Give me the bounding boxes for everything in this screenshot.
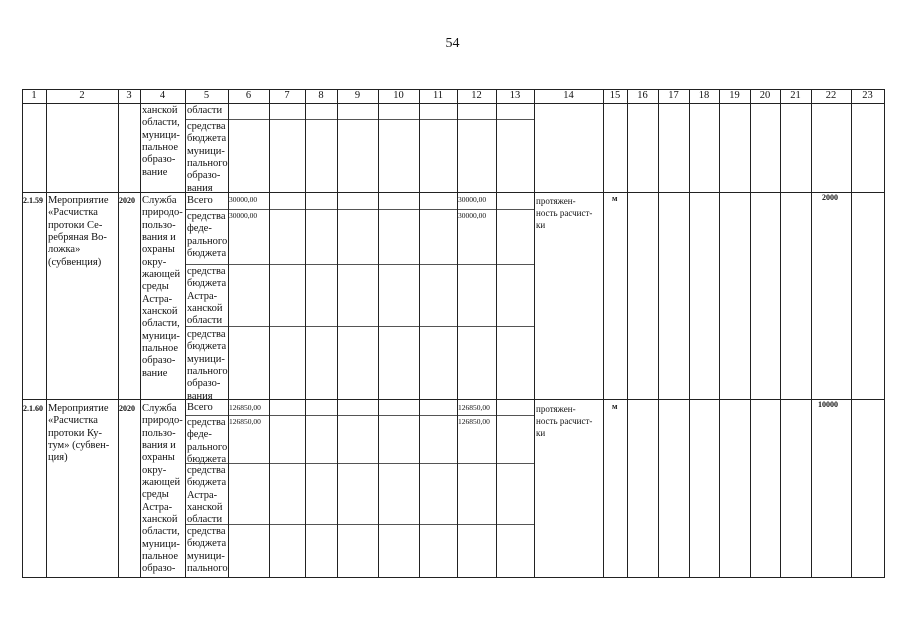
column-number: 22 xyxy=(825,90,837,101)
funding-source: средства бюджета муници- пального xyxy=(187,526,228,575)
column-number: 11 xyxy=(432,90,444,101)
column-number: 4 xyxy=(159,90,166,101)
funding-source: средства феде- рального бюджета xyxy=(187,417,228,466)
amount: 30000,00 xyxy=(458,195,487,204)
column-number: 15 xyxy=(609,90,621,101)
target-value: 2000 xyxy=(822,193,838,202)
amount: 30000,00 xyxy=(458,211,487,220)
column-number: 20 xyxy=(759,90,771,101)
year: 2020 xyxy=(119,404,135,413)
column-number: 13 xyxy=(509,90,521,101)
column-border xyxy=(750,89,751,578)
amount: 126850,00 xyxy=(458,417,490,426)
column-number: 8 xyxy=(318,90,324,101)
executor: Служба природо- пользо- вания и охраны окру- жающей среды Астра- ханской области, муници- пальное образо- xyxy=(142,403,183,575)
column-border xyxy=(118,89,119,578)
column-number: 17 xyxy=(668,90,679,101)
column-number: 2 xyxy=(79,90,85,101)
executor: Служба природо- пользо- вания и охраны окру- жающей среды Астра- ханской области, муници- пальное образо- вание xyxy=(142,195,183,379)
amount: 30000,00 xyxy=(229,211,258,220)
subrow-separator xyxy=(185,463,534,464)
column-border xyxy=(22,89,23,578)
column-border xyxy=(269,89,270,578)
column-number: 14 xyxy=(563,90,574,101)
row-id: 2.1.60 xyxy=(23,404,43,413)
subrow-separator xyxy=(185,264,534,265)
column-border xyxy=(851,89,852,578)
column-border xyxy=(534,89,535,578)
table-bottom-border xyxy=(22,577,885,578)
amount: 126850,00 xyxy=(458,403,490,412)
subrow-separator xyxy=(185,209,534,210)
row-id: 2.1.59 xyxy=(23,196,43,205)
row-separator xyxy=(22,399,885,400)
page-number: 54 xyxy=(445,36,460,51)
column-number: 19 xyxy=(729,90,740,101)
funding-source: Всего xyxy=(187,402,213,413)
unit: м xyxy=(612,194,618,203)
column-border xyxy=(337,89,338,578)
column-number: 6 xyxy=(245,90,252,101)
column-number: 1 xyxy=(31,90,37,101)
source-continuation: области xyxy=(187,105,223,116)
header-bottom-border xyxy=(22,103,885,104)
executor-continuation: ханской области, муници- пальное образо- вание xyxy=(142,105,180,178)
subrow-separator xyxy=(185,119,534,120)
funding-source: средства бюджета Астра- ханской области xyxy=(187,465,227,526)
column-border xyxy=(780,89,781,578)
column-number: 9 xyxy=(354,90,361,101)
subrow-separator xyxy=(185,524,534,525)
target-value: 10000 xyxy=(818,400,838,409)
column-number: 21 xyxy=(790,90,801,101)
column-border xyxy=(46,89,47,578)
column-number: 23 xyxy=(862,90,873,101)
subrow-separator xyxy=(185,326,534,327)
subrow-separator xyxy=(185,415,534,416)
activity-name: Мероприятие «Расчистка протоки Ку- тум» (субвен- ция) xyxy=(48,403,110,464)
column-number: 10 xyxy=(393,90,404,101)
column-border xyxy=(719,89,720,578)
column-number: 12 xyxy=(471,90,482,101)
column-border xyxy=(457,89,458,578)
funding-source: средства бюджета муници- пального образо- вания xyxy=(187,329,228,402)
indicator: протяжен- ность расчист- ки xyxy=(536,404,593,438)
column-border xyxy=(185,89,186,578)
column-number: 3 xyxy=(126,90,132,101)
column-border xyxy=(689,89,690,578)
column-border xyxy=(603,89,604,578)
column-border xyxy=(419,89,420,578)
column-border xyxy=(378,89,379,578)
column-border xyxy=(228,89,229,578)
funding-source: средства феде- рального бюджета xyxy=(187,211,228,260)
activity-name: Мероприятие «Расчистка протоки Се- ребряная Во- ложка» (субвенция) xyxy=(48,195,109,268)
funding-source: Всего xyxy=(187,195,213,206)
row-separator xyxy=(22,192,885,193)
unit: м xyxy=(612,402,618,411)
indicator: протяжен- ность расчист- ки xyxy=(536,196,593,230)
year: 2020 xyxy=(119,196,135,205)
column-border xyxy=(627,89,628,578)
amount: 30000,00 xyxy=(229,195,258,204)
column-number: 5 xyxy=(203,90,210,101)
column-border xyxy=(658,89,659,578)
column-border xyxy=(496,89,497,578)
column-number: 16 xyxy=(637,90,648,101)
column-border xyxy=(811,89,812,578)
column-number: 7 xyxy=(284,90,290,101)
amount: 126850,00 xyxy=(229,417,261,426)
column-border xyxy=(884,89,885,578)
budget-table xyxy=(22,89,885,578)
amount: 126850,00 xyxy=(229,403,261,412)
column-border xyxy=(305,89,306,578)
column-border xyxy=(140,89,141,578)
source-continuation: средства бюджета муници- пального образо- вания xyxy=(187,121,228,194)
column-number: 18 xyxy=(698,90,710,101)
funding-source: средства бюджета Астра- ханской области xyxy=(187,266,227,327)
